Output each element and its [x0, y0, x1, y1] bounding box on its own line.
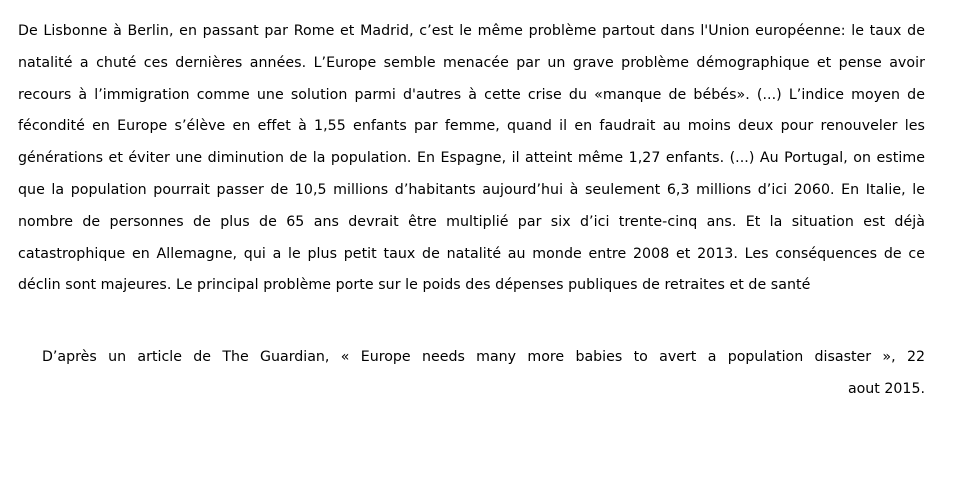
- source-citation: [18, 342, 925, 406]
- source-citation-line-1: D’après un article de The Guardian, « Europe needs many more babies to avert a population disaster », 22: [42, 349, 925, 366]
- article-paragraph: De Lisbonne à Berlin, en passant par Rome et Madrid, c’est le même problème partout dans l'Union européenne: le taux de natalité a chuté ces dernières années. L’Europe semble menacée par un grave problème démographique et pense avoir recours à l’immigration comme une solution parmi d'autres à cette crise du «manque de bébés». (...) L’indice moyen de fécondité en Europe s’élève en effet à 1,55 enfants par femme, quand il en faudrait au moins deux pour renouveler les générations et éviter une diminution de la population. En Espagne, il atteint même 1,27 enfants. (...) Au Portugal, on estime que la population pourrait passer de 10,5 millions d’habitants aujourd’hui à seulement 6,3 millions d’ici 2060. En Italie, le nombre de personnes de plus de 65 ans devrait être multiplié par six d’ici trente-cinq ans. Et la situation est déjà catastrophique en Allemagne, qui a le plus petit taux de natalité au monde entre 2008 et 2013. Les conséquences de ce déclin sont majeures. Le principal problème porte sur le poids des dépenses publiques de retraites et de santé: [18, 23, 925, 294]
- source-citation-line-2: aout 2015.: [847, 380, 925, 397]
- document: [18, 16, 925, 406]
